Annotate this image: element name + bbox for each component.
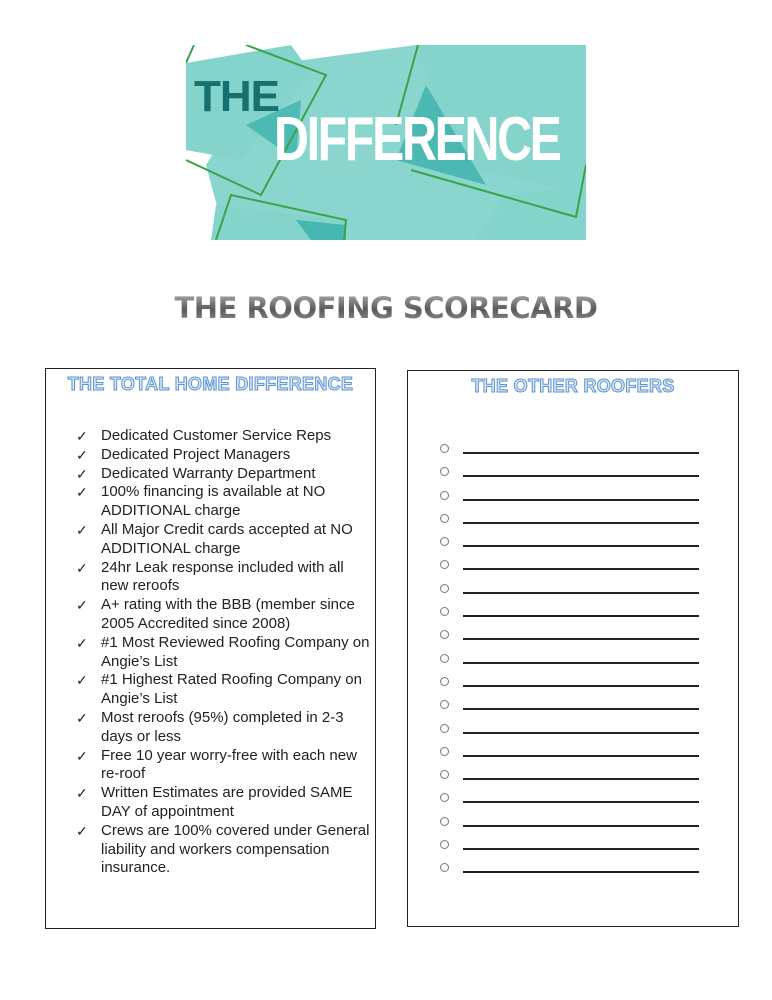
- blank-row: [440, 651, 738, 674]
- blank-fill-line: [463, 685, 699, 687]
- blank-row: [440, 790, 738, 813]
- circle-bullet-icon: [440, 467, 449, 476]
- circle-bullet-icon: [440, 491, 449, 500]
- circle-bullet-icon: [440, 560, 449, 569]
- blank-fill-line: [463, 475, 699, 477]
- total-home-difference-box: [45, 368, 376, 929]
- blank-fill-line: [463, 522, 699, 524]
- blank-row: [440, 604, 738, 627]
- page-title: THE ROOFING SCORECARD: [0, 291, 772, 325]
- benefits-list: [46, 427, 375, 878]
- list-item: [76, 559, 375, 597]
- circle-bullet-icon: [440, 724, 449, 733]
- checkmark-icon: ✓: [76, 597, 88, 614]
- checkmark-icon: ✓: [76, 822, 88, 839]
- blank-fill-line: [463, 871, 699, 873]
- blank-row: [440, 581, 738, 604]
- circle-bullet-icon: [440, 747, 449, 756]
- list-item-text: #1 Highest Rated Roofing Company on Angie’s List: [101, 671, 362, 708]
- checkmark-icon: ✓: [76, 709, 88, 726]
- blank-row: [440, 674, 738, 697]
- list-item-text: All Major Credit cards accepted at NO ADDITIONAL charge: [101, 520, 353, 557]
- blank-fill-line: [463, 638, 699, 640]
- blank-fill-line: [463, 732, 699, 734]
- list-item: [76, 784, 375, 822]
- right-box-heading: THE OTHER ROOFERS: [471, 376, 675, 396]
- blank-fill-line: [463, 615, 699, 617]
- blank-row: [440, 721, 738, 744]
- circle-bullet-icon: [440, 817, 449, 826]
- circle-bullet-icon: [440, 514, 449, 523]
- list-item: [76, 465, 375, 484]
- circle-bullet-icon: [440, 793, 449, 802]
- list-item-text: #1 Most Reviewed Roofing Company on Angie’s List: [101, 633, 370, 670]
- blank-lines-list: [408, 441, 738, 884]
- checkmark-icon: ✓: [76, 521, 88, 538]
- blank-row: [440, 767, 738, 790]
- list-item: [76, 446, 375, 465]
- circle-bullet-icon: [440, 537, 449, 546]
- blank-fill-line: [463, 755, 699, 757]
- list-item-text: Dedicated Warranty Department: [101, 464, 316, 482]
- blank-row: [440, 488, 738, 511]
- checkmark-icon: ✓: [76, 634, 88, 651]
- list-item: [76, 747, 375, 785]
- list-item-text: Written Estimates are provided SAME DAY of appointment: [101, 784, 353, 820]
- list-item: [76, 671, 375, 709]
- list-item: [76, 709, 375, 747]
- list-item-text: Free 10 year worry-free with each new re-roof: [101, 746, 357, 783]
- blank-row: [440, 557, 738, 580]
- list-item: [76, 521, 375, 559]
- list-item-text: Dedicated Customer Service Reps: [101, 427, 332, 444]
- the-difference-logo: [186, 45, 586, 240]
- list-item-text: 100% financing is available at NO ADDITIONAL charge: [101, 483, 326, 520]
- left-box-heading: THE TOTAL HOME DIFFERENCE: [67, 374, 354, 394]
- blank-row: [440, 814, 738, 837]
- circle-bullet-icon: [440, 863, 449, 872]
- list-item-text: Dedicated Project Managers: [101, 445, 291, 463]
- circle-bullet-icon: [440, 584, 449, 593]
- blank-fill-line: [463, 825, 699, 827]
- circle-bullet-icon: [440, 677, 449, 686]
- blank-fill-line: [463, 568, 699, 570]
- circle-bullet-icon: [440, 770, 449, 779]
- list-item: [76, 822, 375, 878]
- list-item-text: Crews are 100% covered under General liability and workers compensation insurance.: [101, 821, 370, 877]
- list-item-text: A+ rating with the BBB (member since 2005 Accredited since 2008): [101, 596, 355, 632]
- list-item: [76, 427, 375, 446]
- blank-fill-line: [463, 592, 699, 594]
- logo-difference-text: DIFFERENCE: [274, 105, 560, 174]
- blank-fill-line: [463, 778, 699, 780]
- blank-fill-line: [463, 801, 699, 803]
- checkmark-icon: ✓: [76, 785, 88, 802]
- blank-fill-line: [463, 499, 699, 501]
- list-item: [76, 483, 375, 521]
- list-item-text: 24hr Leak response included with all new reroofs: [101, 558, 344, 595]
- checkmark-icon: ✓: [76, 747, 88, 764]
- blank-row: [440, 464, 738, 487]
- checkmark-icon: ✓: [76, 672, 88, 689]
- checkmark-icon: ✓: [76, 446, 88, 463]
- checkmark-icon: ✓: [76, 484, 88, 501]
- blank-row: [440, 511, 738, 534]
- blank-fill-line: [463, 662, 699, 664]
- blank-row: [440, 627, 738, 650]
- blank-row: [440, 860, 738, 883]
- list-item: [76, 596, 375, 634]
- blank-row: [440, 534, 738, 557]
- circle-bullet-icon: [440, 607, 449, 616]
- blank-fill-line: [463, 708, 699, 710]
- circle-bullet-icon: [440, 444, 449, 453]
- circle-bullet-icon: [440, 840, 449, 849]
- list-item: [76, 634, 375, 672]
- blank-fill-line: [463, 848, 699, 850]
- other-roofers-box: [407, 370, 739, 927]
- logo-the-text: THE: [194, 72, 279, 121]
- checkmark-icon: ✓: [76, 465, 88, 482]
- blank-fill-line: [463, 452, 699, 454]
- blank-row: [440, 837, 738, 860]
- list-item-text: Most reroofs (95%) completed in 2-3 days or less: [101, 708, 344, 745]
- checkmark-icon: ✓: [76, 428, 88, 444]
- checkmark-icon: ✓: [76, 559, 88, 576]
- blank-fill-line: [463, 545, 699, 547]
- blank-row: [440, 697, 738, 720]
- blank-row: [440, 441, 738, 464]
- blank-row: [440, 744, 738, 767]
- circle-bullet-icon: [440, 654, 449, 663]
- circle-bullet-icon: [440, 630, 449, 639]
- circle-bullet-icon: [440, 700, 449, 709]
